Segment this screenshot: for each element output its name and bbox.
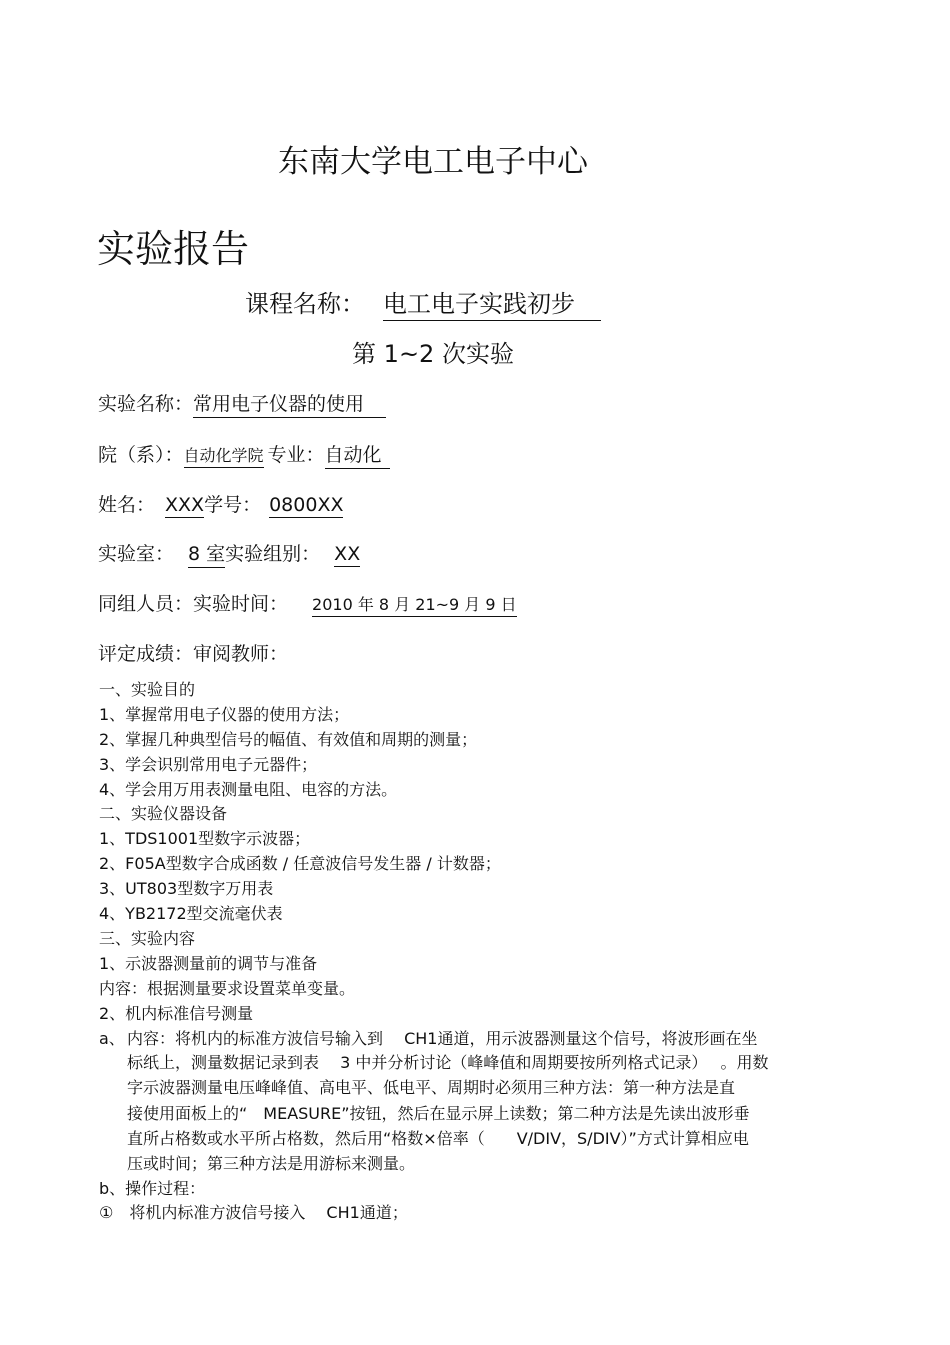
dept-row [98,440,390,469]
s2-item-3: 3、UT803型数字万用表 [99,879,274,898]
s3-item-1-content: 内容：根据测量要求设置菜单变量。 [99,979,356,998]
lab-value: 8 室 [188,539,225,568]
exp-name-row [98,389,386,418]
s2-item-1: 1、TDS1001型数字示波器； [99,829,311,848]
center-name: 东南大学电工电子中心 [278,144,588,180]
time-label: 实验时间： [193,593,289,615]
a-line-2: 标纸上，测量数据记录到表 3 中并分析讨论（峰峰值和周期要按所列格式记录） 。用数 [127,1053,769,1072]
id-label: 学号： [204,494,262,516]
exp-name-label: 实验名称： [98,393,194,415]
s1-item-4: 4、学会用万用表测量电阻、电容的方法。 [99,780,398,799]
name-row [98,490,343,518]
section-1-title: 一、实验目的 [99,680,196,699]
s1-item-2: 2、掌握几种典型信号的幅值、有效值和周期的测量； [99,730,478,749]
teacher-label: 审阅教师： [193,643,289,665]
lab-row [98,539,360,568]
grade-label: 评定成绩： [98,643,194,665]
a-line-1: 内容：将机内的标准方波信号输入到 CH1通道，用示波器测量这个信号，将波形画在坐 [127,1029,758,1048]
grade-row [98,639,288,666]
s2-item-2: 2、F05A型数字合成函数 / 任意波信号发生器 / 计数器； [99,854,501,873]
s1-item-1: 1、掌握常用电子仪器的使用方法； [99,705,350,724]
a-line-3: 字示波器测量电压峰峰值、高电平、低电平、周期时必须用三种方法：第一种方法是直 [127,1078,736,1097]
exp-name-value: 常用电子仪器的使用 [193,389,386,418]
step-1: ① 将机内标准方波信号接入 CH1通道； [99,1203,408,1222]
dept-value: 自动化学院 [184,443,264,468]
s1-item-3: 3、学会识别常用电子元器件； [99,755,318,774]
major-label: 专业： [267,444,325,466]
name-label: 姓名： [98,494,156,516]
b-line: b、操作过程： [99,1179,206,1198]
id-value: 0800XX [269,494,344,516]
session-number: 第 1~2 次实验 [352,340,514,368]
section-3-title: 三、实验内容 [99,929,196,948]
a-line-5: 直所占格数或水平所占格数，然后用“格数×倍率（ V/DIV，S/DIV）”方式计算相应电 [127,1129,749,1148]
section-2-title: 二、实验仪器设备 [99,804,228,823]
name-value: XXX [165,494,205,516]
report-title: 实验报告 [97,227,250,271]
course-value: 电工电子实践初步 [383,284,601,321]
a-line-4: 接使用面板上的“ MEASURE”按钮，然后在显示屏上读数；第二种方法是先读出波形垂 [127,1104,750,1123]
s2-item-4: 4、YB2172型交流毫伏表 [99,904,283,923]
course-row [245,284,601,321]
lab-label: 实验室： [98,543,175,565]
group-label: 实验组别： [225,543,321,565]
members-label: 同组人员： [98,593,194,615]
dept-label: 院（系）： [98,444,184,466]
s3-item-2: 2、机内标准信号测量 [99,1004,254,1023]
a-line-6: 压或时间；第三种方法是用游标来测量。 [127,1154,416,1173]
s3-item-1: 1、示波器测量前的调节与准备 [99,954,318,973]
members-row [98,589,517,617]
course-label: 课程名称： [245,290,365,318]
time-value: 2010 年 8 月 21~9 月 9 日 [312,592,517,617]
a-prefix: a、 [99,1029,125,1048]
major-value: 自动化 [325,440,390,469]
group-value: XX [334,543,361,565]
